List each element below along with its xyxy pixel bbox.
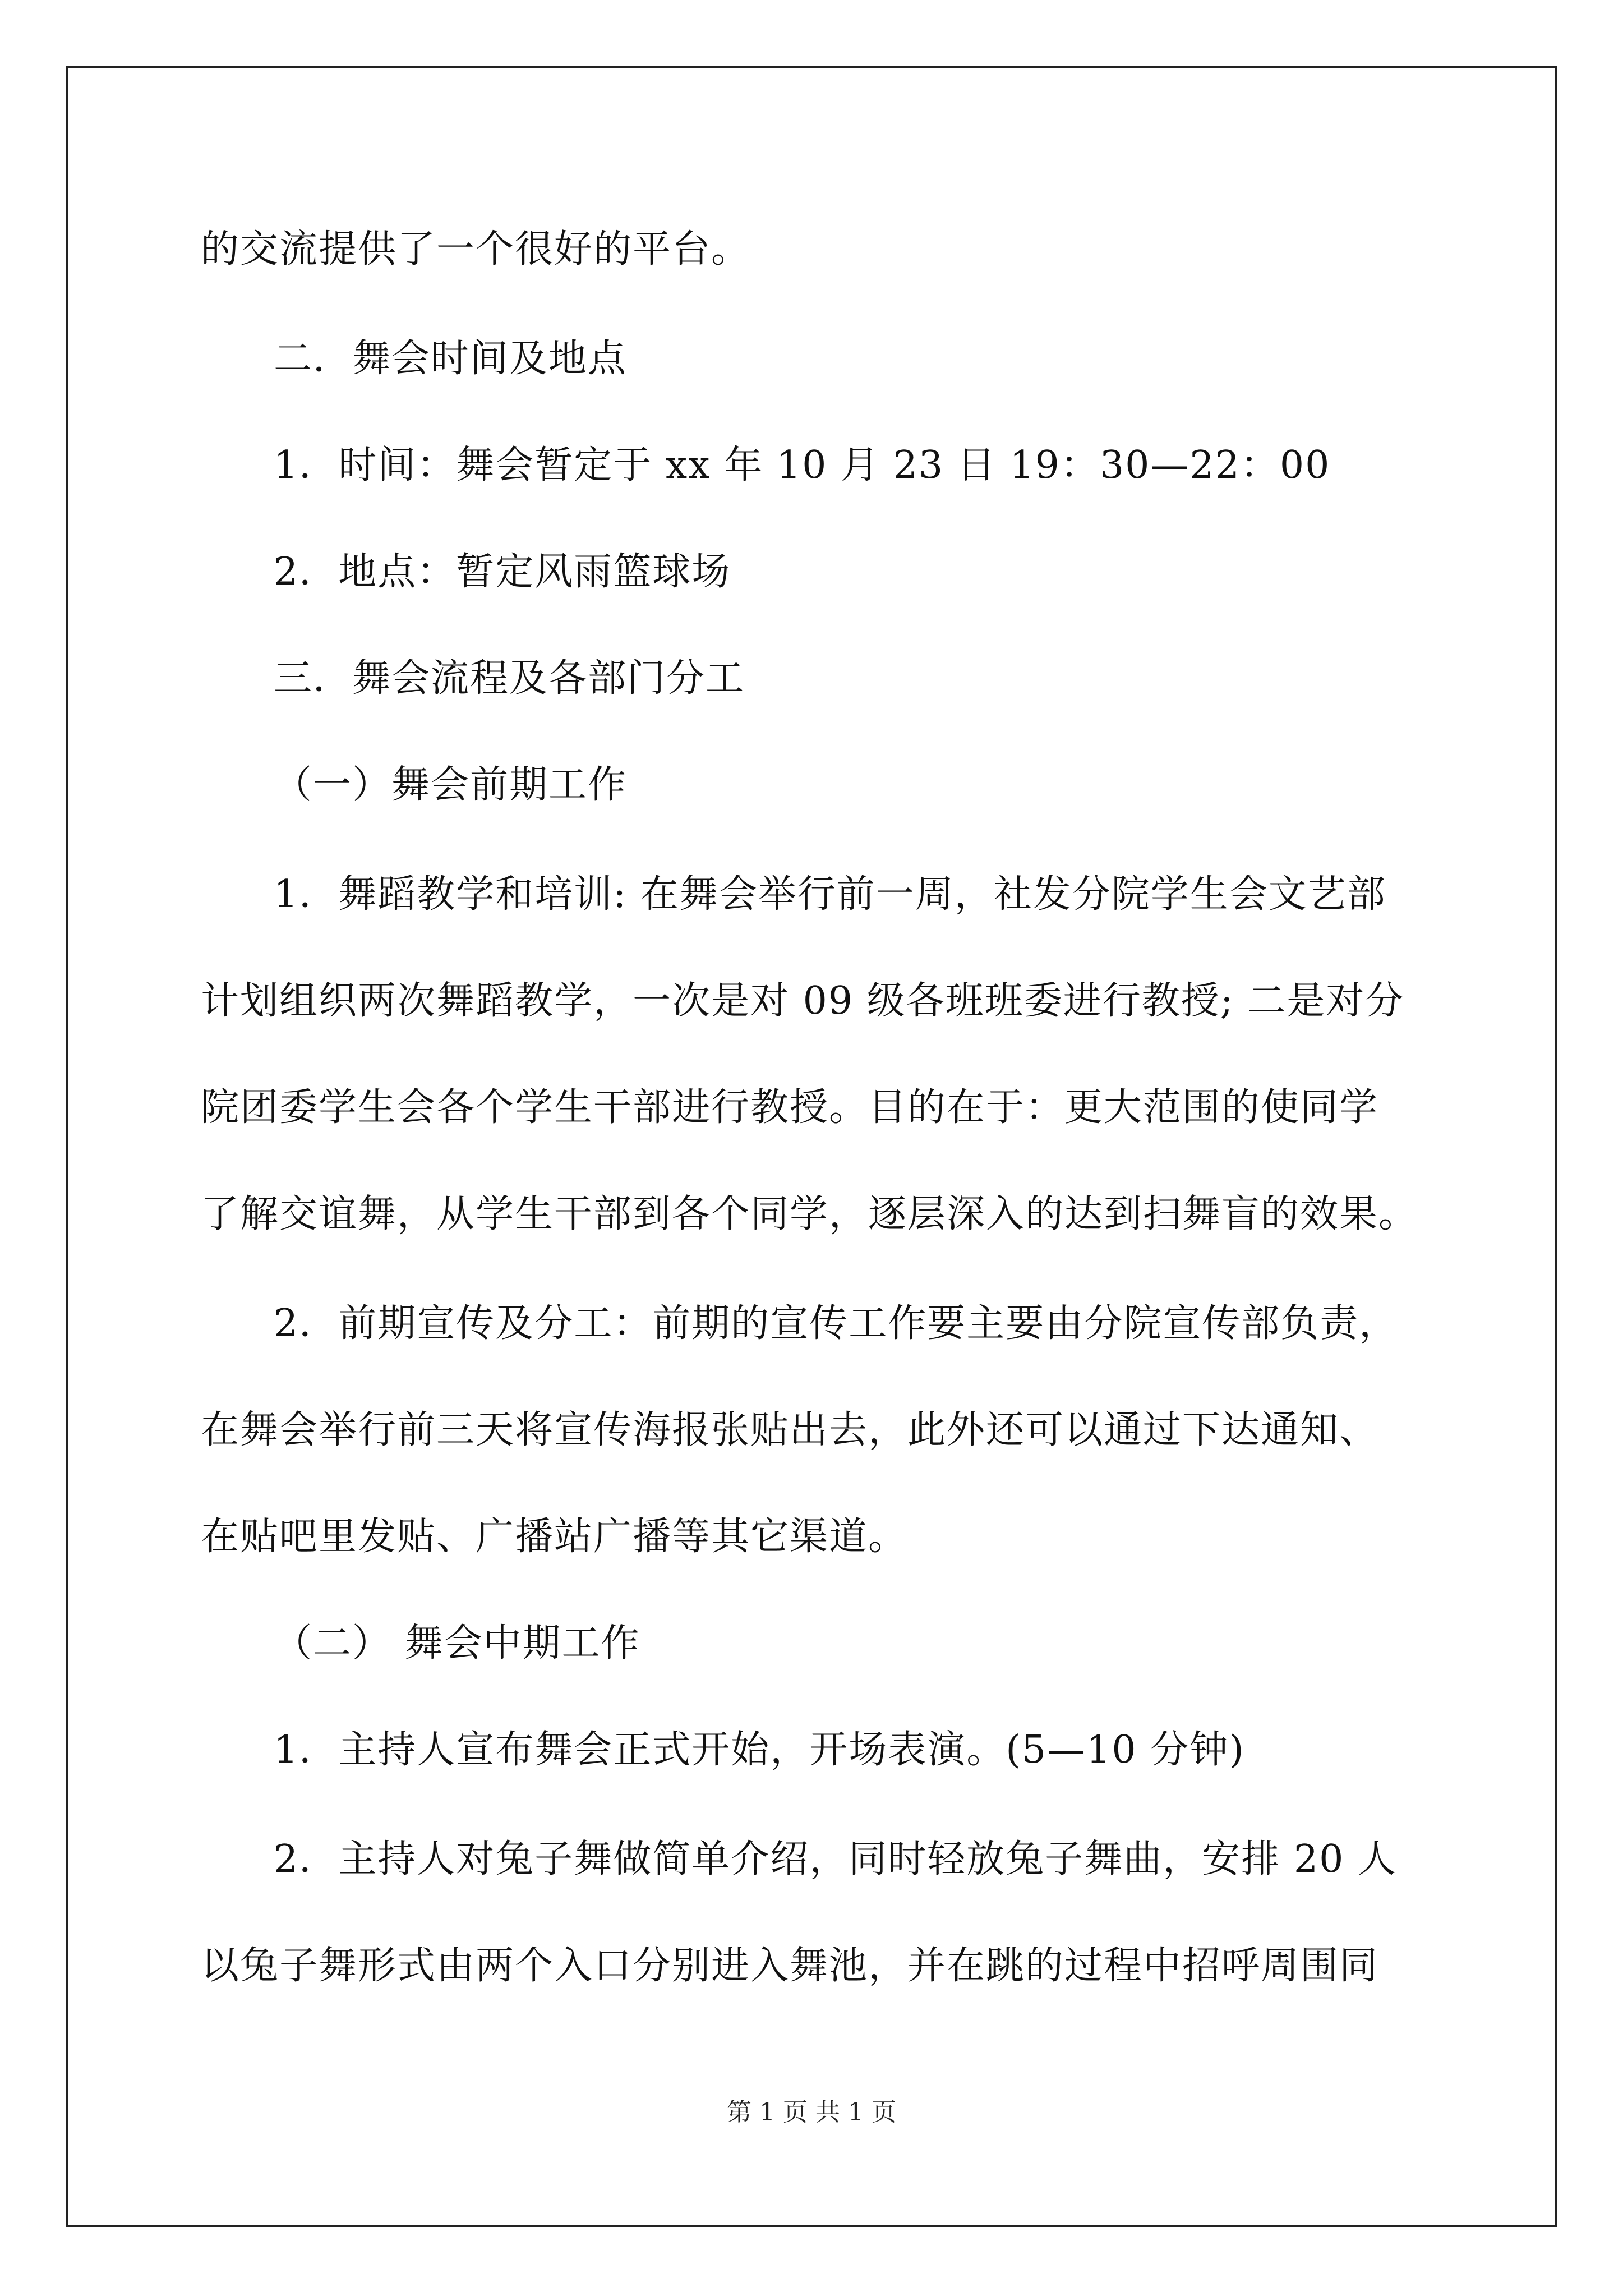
section-heading-3: 三．舞会流程及各部门分工 (274, 656, 745, 701)
text-line-15: 1．主持人宣布舞会正式开始，开场表演。(5—10 分钟) (274, 1728, 1245, 1772)
text-line-12: 在舞会举行前三天将宣传海报张贴出去，此外还可以通过下达通知、 (201, 1408, 1379, 1452)
text-line-17: 以兔子舞形式由两个入口分别进入舞池，并在跳的过程中招呼周围同 (201, 1944, 1379, 1988)
text-line-10: 了解交谊舞，从学生干部到各个同学，逐层深入的达到扫舞盲的效果。 (201, 1192, 1418, 1236)
subsection-heading-1: （一）舞会前期工作 (274, 763, 628, 807)
page-footer: 第 1 页 共 1 页 (727, 2098, 896, 2127)
text-line-location: 2．地点：暂定风雨篮球场 (274, 550, 731, 594)
text-line-1: 的交流提供了一个很好的平台。 (201, 227, 751, 272)
text-line-8: 计划组织两次舞蹈教学，一次是对 09 级各班班委进行教授; 二是对分 (201, 979, 1405, 1023)
text-line-13: 在贴吧里发贴、广播站广播等其它渠道。 (201, 1515, 908, 1559)
text-line-7: 1．舞蹈教学和培训: 在舞会举行前一周，社发分院学生会文艺部 (274, 872, 1386, 917)
text-line-9: 院团委学生会各个学生干部进行教授。目的在于：更大范围的使同学 (201, 1085, 1379, 1130)
subsection-heading-2: （二） 舞会中期工作 (274, 1621, 640, 1665)
text-line-time: 1．时间：舞会暂定于 xx 年 10 月 23 日 19：30—22：00 (274, 443, 1331, 487)
text-line-16: 2．主持人对兔子舞做简单介绍，同时轻放兔子舞曲，安排 20 人 (274, 1837, 1398, 1881)
text-line-11: 2．前期宣传及分工：前期的宣传工作要主要由分院宣传部负责， (274, 1301, 1399, 1346)
page-border (66, 66, 1557, 2227)
section-heading-2: 二．舞会时间及地点 (274, 337, 628, 381)
